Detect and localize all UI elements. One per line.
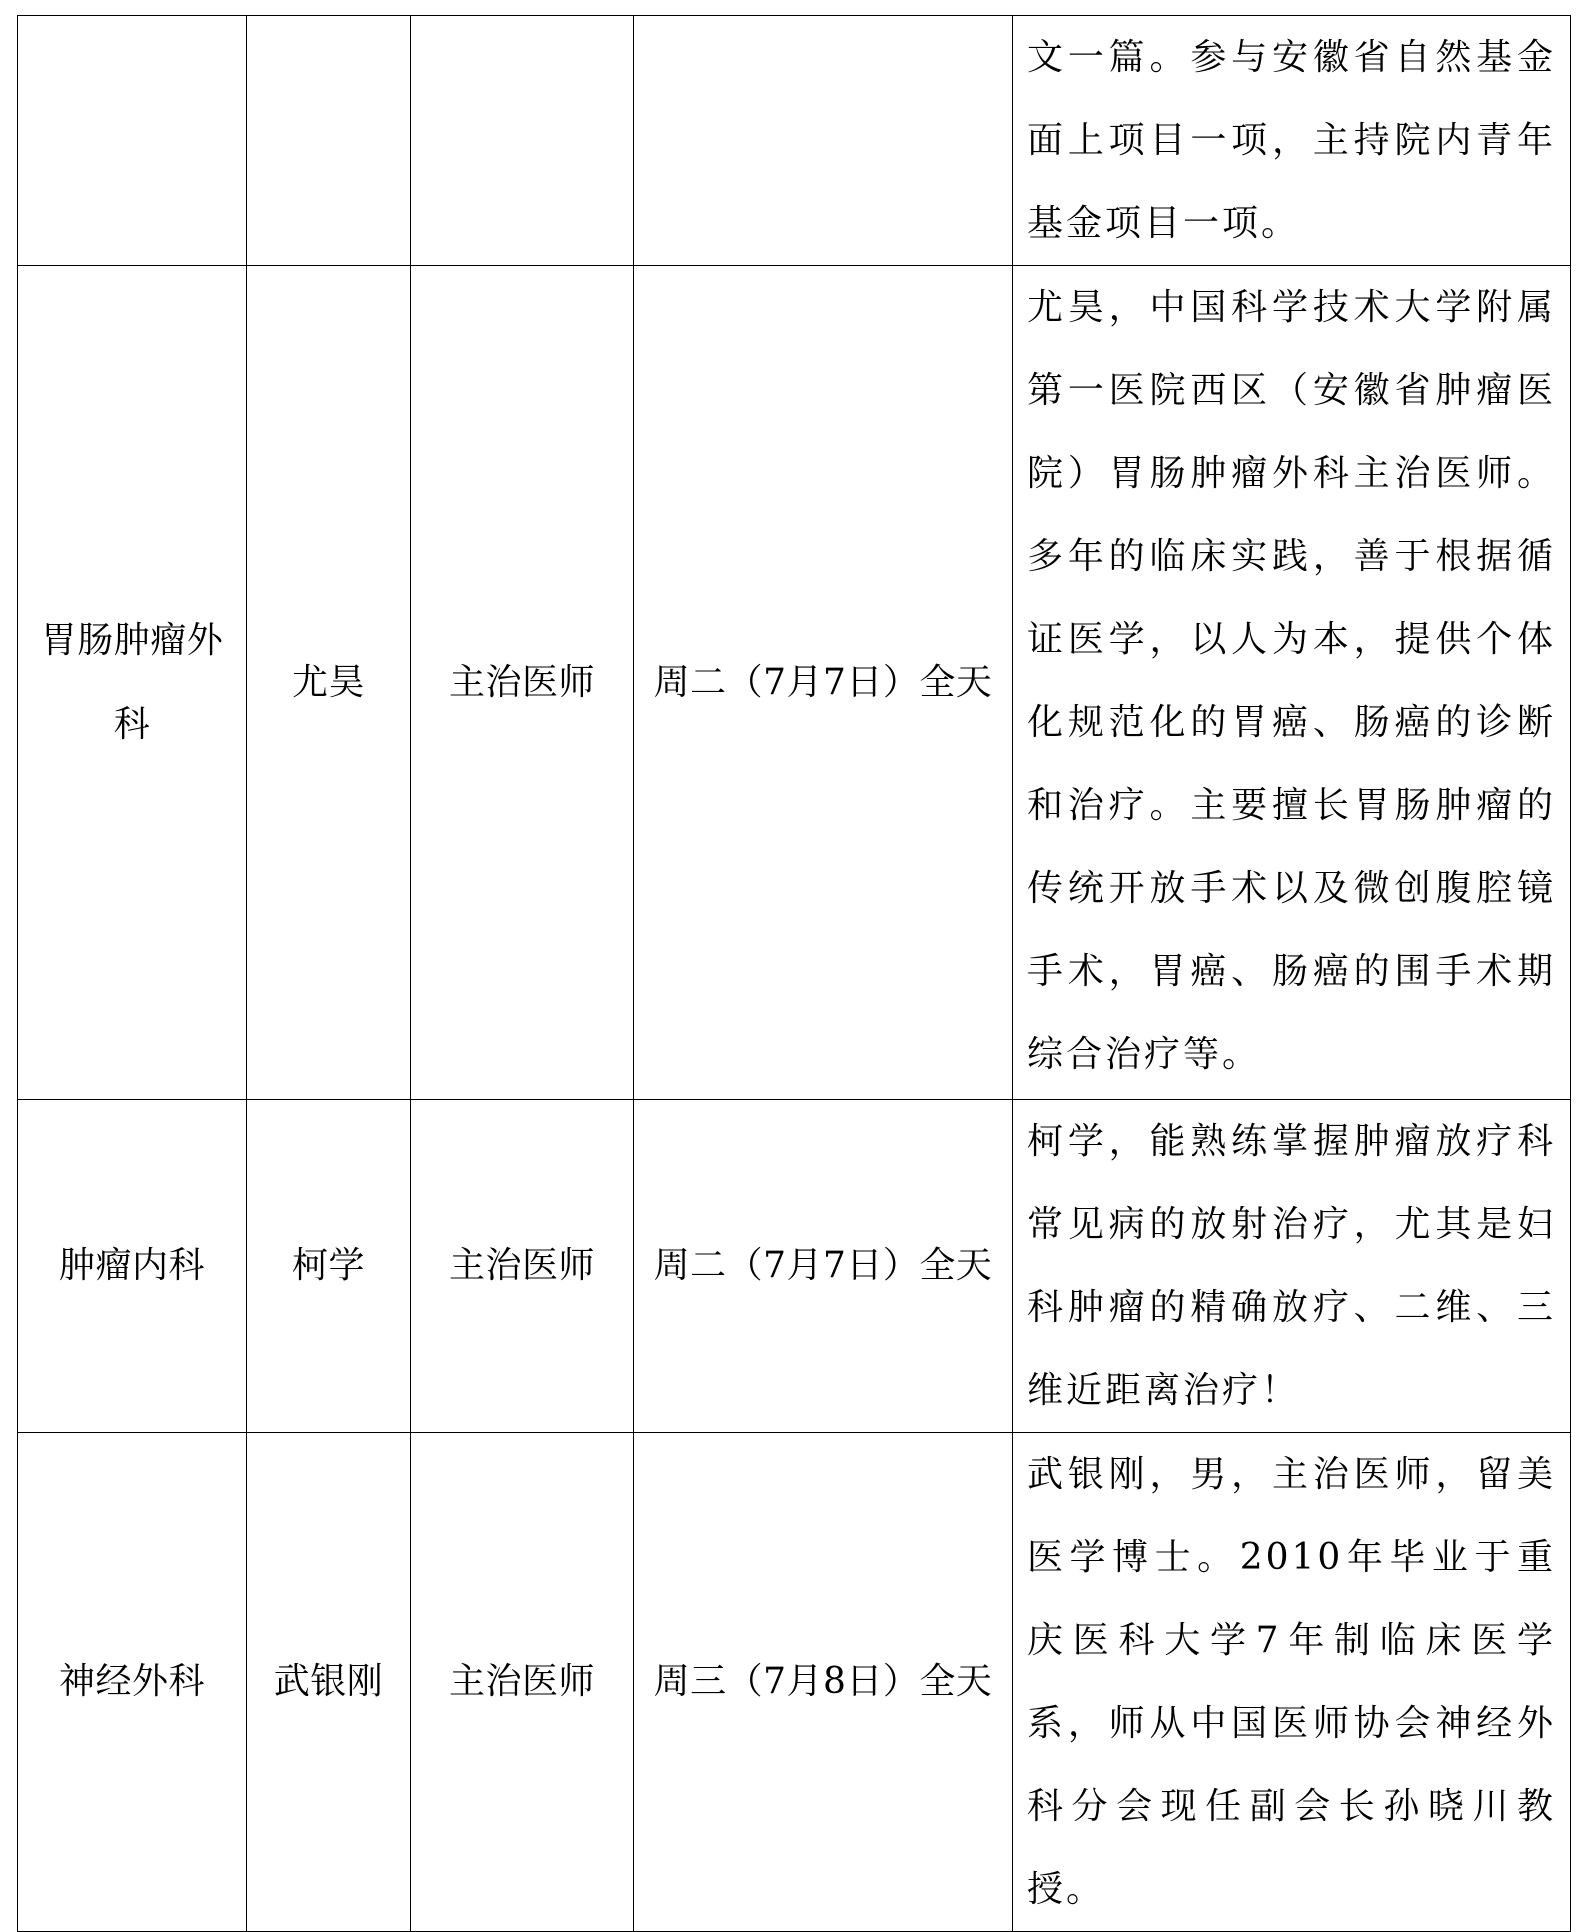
table-row (18, 1100, 1571, 1433)
department-cell: 神经外科 (18, 1433, 247, 1932)
table-row (18, 16, 1571, 266)
doctor-name-cell: 尤昊 (247, 266, 411, 1100)
doctor-title-cell: 主治医师 (411, 1100, 634, 1433)
doctor-description-cell: 武银刚，男，主治医师，留美医学博士。2010年毕业于重庆医科大学7年制临床医学系，师从中国医师协会神经外科分会现任副会长孙晓川教授。 (1013, 1433, 1571, 1932)
doctor-description-cell: 尤昊，中国科学技术大学附属第一医院西区（安徽省肿瘤医院）胃肠肿瘤外科主治医师。多年的临床实践，善于根据循证医学，以人为本，提供个体化规范化的胃癌、肠癌的诊断和治疗。主要擅长胃肠肿瘤的传统开放手术以及微创腹腔镜手术，胃癌、肠癌的围手术期综合治疗等。 (1013, 266, 1571, 1100)
doctor-title-cell: 主治医师 (411, 1433, 634, 1932)
doctor-name-cell: 柯学 (247, 1100, 411, 1433)
schedule-cell: 周二（7月7日）全天 (634, 1100, 1013, 1433)
department-cell (18, 16, 247, 266)
doctor-description-cell: 文一篇。参与安徽省自然基金面上项目一项，主持院内青年基金项目一项。 (1013, 16, 1571, 266)
schedule-cell (634, 16, 1013, 266)
doctor-description-cell: 柯学，能熟练掌握肿瘤放疗科常见病的放射治疗，尤其是妇科肿瘤的精确放疗、二维、三维近距离治疗！ (1013, 1100, 1571, 1433)
doctor-title-cell (411, 16, 634, 266)
doctor-name-cell (247, 16, 411, 266)
department-cell: 肿瘤内科 (18, 1100, 247, 1433)
table-row (18, 266, 1571, 1100)
schedule-cell: 周三（7月8日）全天 (634, 1433, 1013, 1932)
schedule-cell: 周二（7月7日）全天 (634, 266, 1013, 1100)
department-cell: 胃肠肿瘤外科 (18, 266, 247, 1100)
doctor-title-cell: 主治医师 (411, 266, 634, 1100)
doctor-name-cell: 武银刚 (247, 1433, 411, 1932)
doctor-schedule-table (17, 15, 1571, 1932)
